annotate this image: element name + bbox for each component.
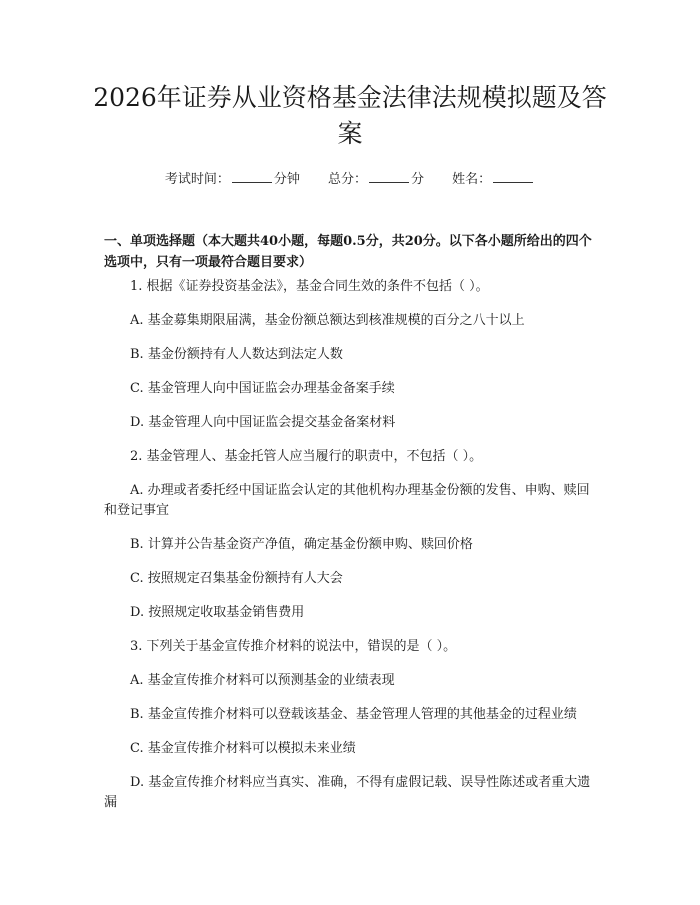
name-blank [493,168,533,183]
question-stem: 2. 基金管理人、基金托管人应当履行的职责中，不包括（ ）。 [130,449,483,464]
question-option: A. 基金宣传推介材料可以预测基金的业绩表现 [130,673,395,688]
exam-time-unit: 分钟 [273,172,300,187]
total-score-label: 总分： [327,172,367,187]
question-option: D. 基金宣传推介材料应当真实、准确，不得有虚假记载、误导性陈述或者重大遗漏 [104,775,591,810]
name-label: 姓名： [452,172,492,187]
section-heading: 一、单项选择题（本大题共40小题，每题0.5分，共20分。以下各小题所给出的四个选项中，只有一项最符合题目要求） [104,234,592,270]
exam-time-blank [232,168,272,183]
exam-time-label: 考试时间： [164,172,230,187]
question-option: C. 按照规定召集基金份额持有人大会 [130,571,343,586]
question-option: D. 基金管理人向中国证监会提交基金备案材料 [130,415,396,430]
name-field [452,168,535,190]
question-stem: 1. 根据《证券投资基金法》，基金合同生效的条件不包括（ ）。 [130,279,489,294]
question-stem: 3. 下列关于基金宣传推介材料的说法中，错误的是（ ）。 [130,639,457,654]
question-option: A. 办理或者委托经中国证监会认定的其他机构办理基金份额的发售、申购、赎回和登记事宜 [104,483,590,518]
question-option: C. 基金管理人向中国证监会办理基金备案手续 [130,381,395,396]
question-option: D. 按照规定收取基金销售费用 [130,605,305,620]
question-option: C. 基金宣传推介材料可以模拟未来业绩 [130,741,356,756]
total-score-unit: 分 [411,172,425,187]
total-score-blank [369,168,409,183]
question-option: B. 基金份额持有人人数达到法定人数 [130,347,343,362]
question-option: B. 基金宣传推介材料可以登载该基金、基金管理人管理的其他基金的过程业绩 [130,707,577,722]
exam-info-line [0,168,700,190]
document-title: 2026年证券从业资格基金法律法规模拟题及答案 [93,83,607,148]
total-score-field [328,168,424,190]
questions-list [104,277,598,827]
exam-time-field [165,168,300,190]
question-option: A. 基金募集期限届满，基金份额总额达到核准规模的百分之八十以上 [130,313,525,328]
question-option: B. 计算并公告基金资产净值，确定基金份额申购、赎回价格 [130,537,473,552]
